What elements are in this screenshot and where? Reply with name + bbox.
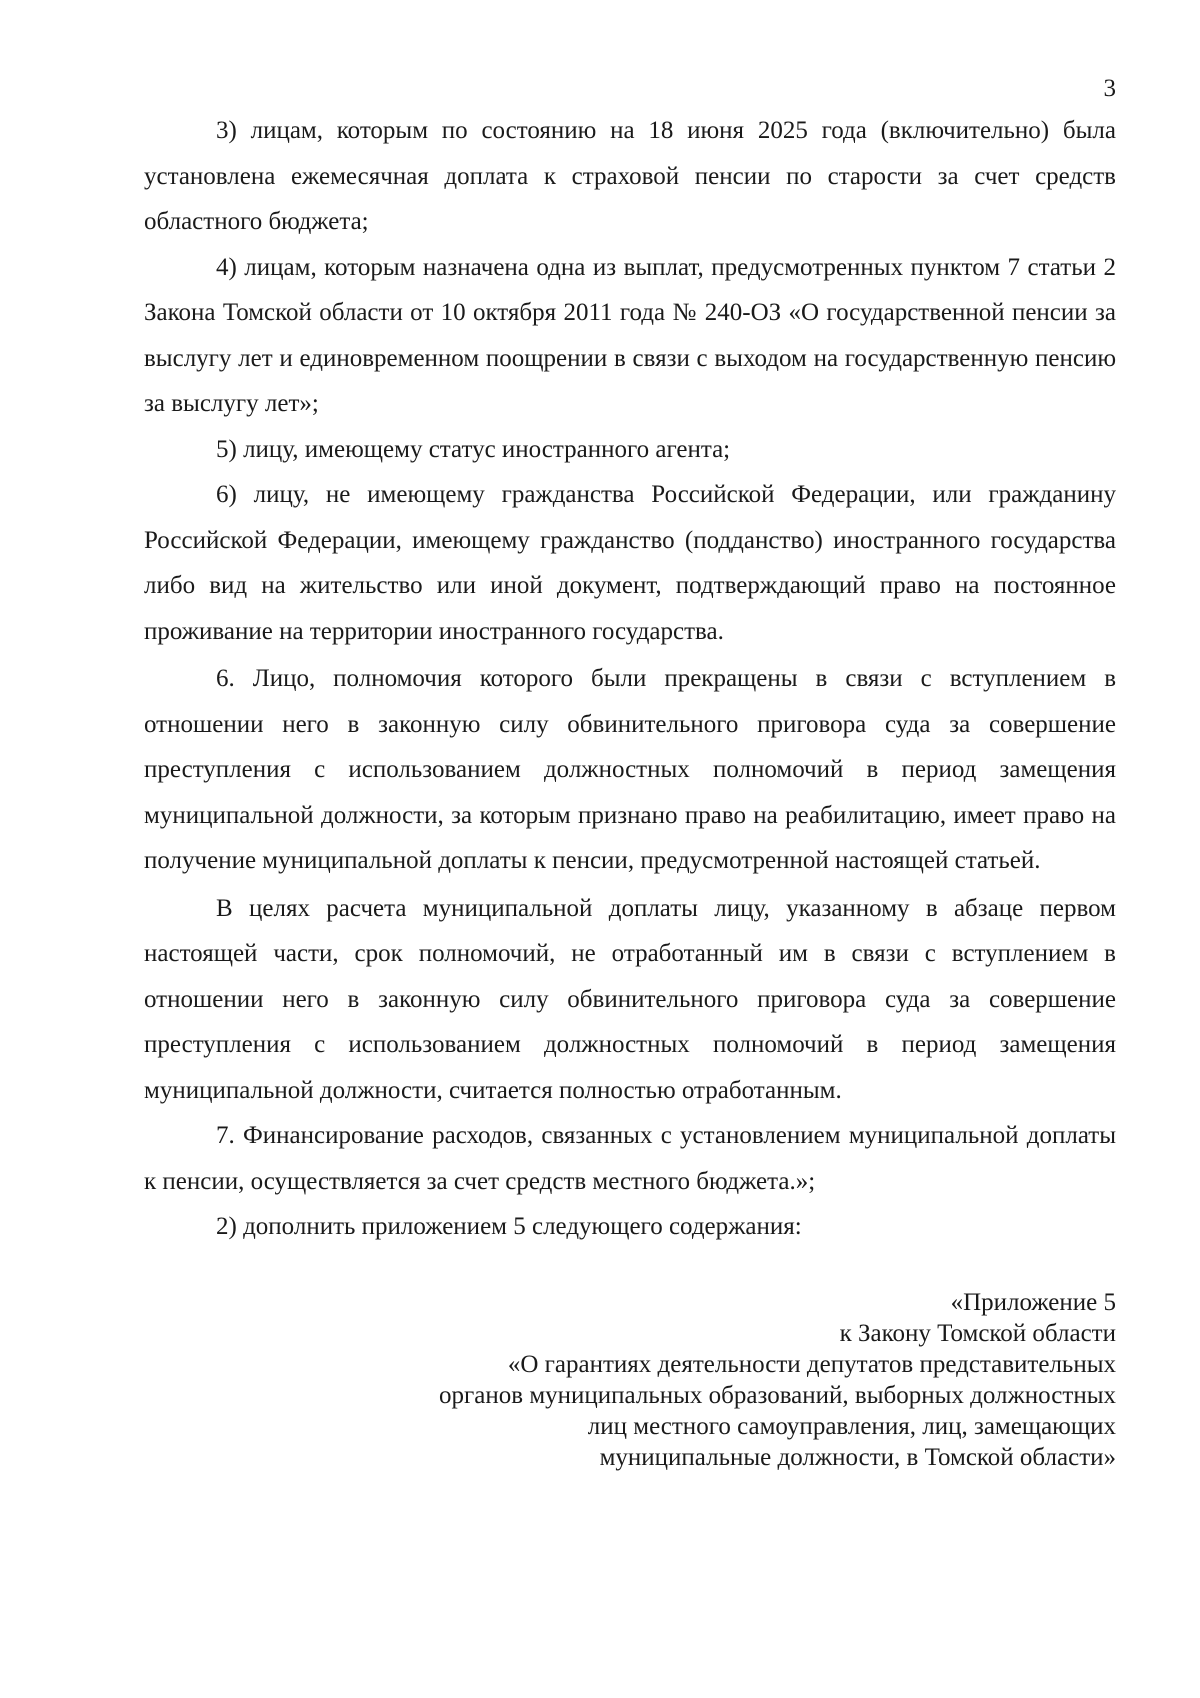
paragraph-item-3: 3) лицам, которым по состоянию на 18 июня 2025 года (включительно) была установлена ежемесячная доплата к страховой пенсии по старости за счет средств областного бюджета; xyxy=(144,117,1116,235)
appendix-line: муниципальные должности, в Томской области» xyxy=(599,1444,1116,1471)
appendix-line: к Закону Томской области xyxy=(839,1320,1116,1347)
paragraph-item-2-appendix: 2) дополнить приложением 5 следующего содержания: xyxy=(216,1213,802,1240)
paragraph-part-6-second: В целях расчета муниципальной доплаты лицу, указанному в абзаце первом настоящей части, срок полномочий, не отработанный им в связи с вступлением в отношении него в законную силу обвинительного приговора суда за совершение преступления с использованием должностных полномочий в период замещения муниципальной должности, считается полностью отработанным. xyxy=(144,894,1116,1104)
paragraph-part-6: 6. Лицо, полномочия которого были прекращены в связи с вступлением в отношении него в законную силу обвинительного приговора суда за совершение преступления с использованием должностных полномочий в период замещения муниципальной должности, за которым признано право на реабилитацию, имеет право на получение муниципальной доплаты к пенсии, предусмотренной настоящей статьей. xyxy=(144,665,1116,874)
appendix-heading xyxy=(380,1287,1116,1473)
paragraph-item-5: 5) лицу, имеющему статус иностранного агента; xyxy=(216,435,731,463)
appendix-line: «Приложение 5 xyxy=(950,1289,1116,1316)
document-body xyxy=(144,108,1116,1250)
appendix-line: «О гарантиях деятельности депутатов представительных xyxy=(507,1351,1116,1378)
paragraph-part-7: 7. Финансирование расходов, связанных с установлением муниципальной доплаты к пенсии, осуществляется за счет средств местного бюджета.»; xyxy=(144,1122,1116,1195)
paragraph-item-4: 4) лицам, которым назначена одна из выплат, предусмотренных пунктом 7 статьи 2 Закона Томской области от 10 октября 2011 года № 240-ОЗ «О государственной пенсии за выслугу лет и единовременном поощрении в связи с выходом на государственную пенсию за выслугу лет»; xyxy=(144,253,1116,417)
page-number: 3 xyxy=(1103,75,1116,102)
appendix-line: органов муниципальных образований, выборных должностных xyxy=(439,1382,1116,1409)
appendix-line: лиц местного самоуправления, лиц, замещающих xyxy=(587,1413,1116,1440)
paragraph-item-6: 6) лицу, не имеющему гражданства Российской Федерации, или гражданину Российской Федерации, имеющему гражданство (подданство) иностранного государства либо вид на жительство или иной документ, подтверждающий право на постоянное проживание на территории иностранного государства. xyxy=(144,481,1116,645)
